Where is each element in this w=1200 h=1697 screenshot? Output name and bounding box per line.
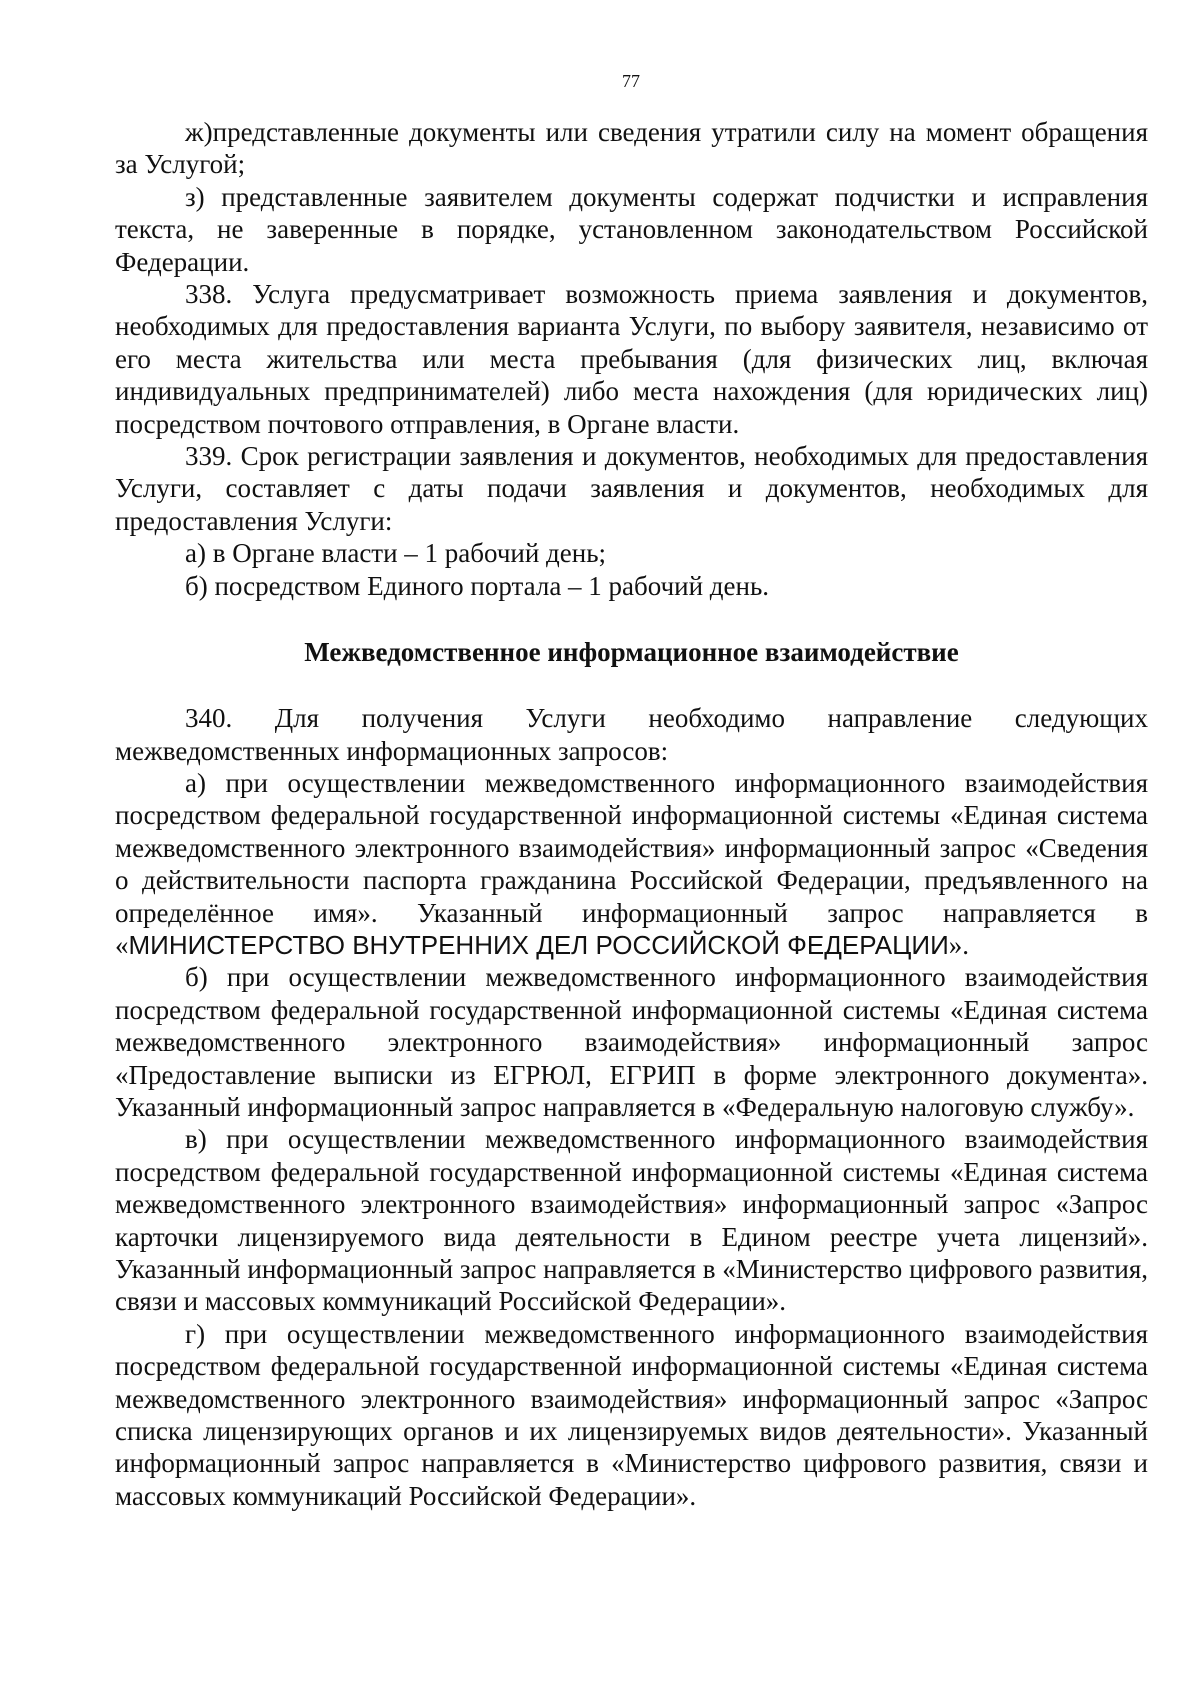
item-a-organization: МИНИСТЕРСТВО ВНУТРЕННИХ ДЕЛ РОССИЙСКОЙ ФЕДЕРАЦИИ <box>128 929 949 960</box>
paragraph-340-a <box>115 767 1148 961</box>
paragraph-339: 339. Срок регистрации заявления и документов, необходимых для предоставления Услуги, составляет с даты подачи заявления и документов, необходимых для предоставления Услуги: <box>115 441 1148 536</box>
section-heading: Межведомственное информационное взаимодействие <box>304 637 959 668</box>
paragraph-340: 340. Для получения Услуги необходимо направление следующих межведомственных информационных запросов: <box>115 703 1148 766</box>
paragraph-339-b: б) посредством Единого портала – 1 рабочий день. <box>185 570 770 601</box>
item-a-text-before: а) при осуществлении межведомственного информационного взаимодействия посредством федеральной государственной информационной системы «Единая система межведомственного электронного взаимодействия» информационный запрос «Сведения о действительности паспорта гражданина Российской Федерации, предъявленного на определённое имя». Указанный информационный запрос направляется в « <box>115 767 1148 960</box>
paragraph-340-b: б) при осуществлении межведомственного информационного взаимодействия посредством федеральной государственной информационной системы «Единая система межведомственного электронного взаимодействия» информационный запрос «Предоставление выписки из ЕГРЮЛ, ЕГРИП в форме электронного документа». Указанный информационный запрос направляется в «Федеральную налоговую службу». <box>115 962 1148 1122</box>
page-number: 77 <box>622 71 640 91</box>
paragraph-340-v: в) при осуществлении межведомственного информационного взаимодействия посредством федеральной государственной информационной системы «Единая система межведомственного электронного взаимодействия» информационный запрос «Запрос карточки лицензируемого вида деятельности в Едином реестре учета лицензий». Указанный информационный запрос направляется в «Министерство цифрового развития, связи и массовых коммуникаций Российской Федерации». <box>115 1124 1148 1317</box>
item-a-text-after: ». <box>948 929 970 960</box>
paragraph-338: 338. Услуга предусматривает возможность приема заявления и документов, необходимых для предоставления варианта Услуги, по выбору заявителя, независимо от его места жительства или места пребывания (для физических лиц, включая индивидуальных предпринимателей) либо места нахождения (для юридических лиц) посредством почтового отправления, в Органе власти. <box>115 279 1148 439</box>
paragraph-340-g: г) при осуществлении межведомственного информационного взаимодействия посредством федеральной государственной информационной системы «Единая система межведомственного электронного взаимодействия» информационный запрос «Запрос списка лицензирующих органов и их лицензируемых видов деятельности». Указанный информационный запрос направляется в «Министерство цифрового развития, связи и массовых коммуникаций Российской Федерации». <box>115 1318 1148 1511</box>
paragraph-339-a: а) в Органе власти – 1 рабочий день; <box>185 538 607 569</box>
paragraph-item-z: з) представленные заявителем документы содержат подчистки и исправления текста, не заверенные в порядке, установленном законодательством Российской Федерации. <box>115 181 1148 277</box>
document-body <box>115 116 1148 1512</box>
paragraph-item-zh: ж)представленные документы или сведения утратили силу на момент обращения за Услугой; <box>115 117 1148 180</box>
